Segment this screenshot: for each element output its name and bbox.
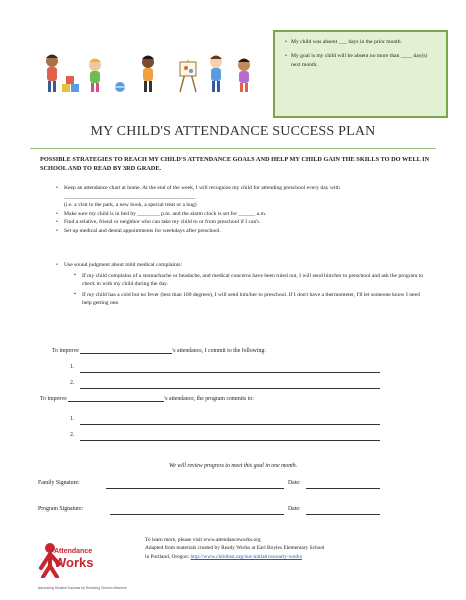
- learn-more-line-1: To learn more, please visit www.attendanceworks.org: [145, 537, 261, 543]
- child-name-blank[interactable]: [68, 401, 164, 402]
- program-commitment-blank-1[interactable]: [80, 424, 380, 425]
- toy-blocks: [62, 76, 79, 92]
- judgement-item: ▪ If my child has a cold but no fever (less than 100 degrees), I will send him/her to preschool. If I don't have a thermometer, I'll let someone know I need help getting one.: [74, 291, 426, 308]
- program-signature-blank[interactable]: [110, 514, 284, 515]
- judgement-item: ▪ If my child complains of a stomachache or headache, and medical concerns have been ruled out, I will send him/her to preschool and ask the program to check in with my child during the day.: [74, 272, 426, 289]
- logo-line-2: Works: [54, 555, 94, 570]
- family-signature-label: Family Signature:: [38, 480, 80, 486]
- children-illustration: [40, 48, 262, 96]
- child-figure-2: [89, 59, 101, 93]
- strategy-item: • Keep an attendance chart at home. At the end of the week, I will recognize my child for attending preschool every day with _______________________________________________: [56, 184, 426, 201]
- learn-more-line-2: Adapted from materials created by Ready Works at Earl Boyles Elementary School: [145, 545, 325, 552]
- goal-box: [273, 30, 448, 118]
- title-divider: [30, 148, 436, 149]
- family-commitment-blank-1[interactable]: [80, 372, 380, 373]
- child-figure-1: [46, 55, 58, 93]
- child-figure-3: [142, 56, 154, 93]
- program-commitment-prefix: To improve: [40, 396, 67, 402]
- family-date-blank[interactable]: [306, 488, 380, 489]
- goal-absent-prior: • My child was absent ___ days in the prior month.: [285, 38, 438, 47]
- family-signature-blank[interactable]: [106, 488, 284, 489]
- family-commitment-suffix: 's attendance, I commit to the following:: [172, 348, 266, 354]
- family-date-label: Date:: [288, 480, 301, 486]
- strategy-list: [56, 184, 426, 236]
- page-title: MY CHILD'S ATTENDANCE SUCCESS PLAN: [90, 124, 376, 139]
- learn-more-line-3: [145, 553, 445, 561]
- judgement-intro: • Use sound judgment about mild medical complaints:: [56, 261, 426, 270]
- family-commitment-blank-2[interactable]: [80, 388, 380, 389]
- strategy-item: • Make sure my child is in bed by ________ p.m. and the alarm clock is set for ______ a.m.: [56, 210, 426, 219]
- learn-more-location: in Portland, Oregon:: [145, 553, 190, 560]
- family-commitment-prefix: To improve: [52, 348, 79, 354]
- child-name-blank[interactable]: [80, 353, 172, 354]
- review-note: We will review progress to meet this goal in one month.: [168, 463, 298, 469]
- program-commitment-number: 1.: [70, 416, 75, 422]
- logo-line-1: Attendance: [54, 548, 93, 555]
- program-commitment-suffix: 's attendance, the program commits to:: [164, 396, 254, 402]
- logo-text: [54, 546, 94, 568]
- strategy-note: (i.e. a visit to the park, a new book, a special treat or a hug): [64, 202, 197, 209]
- child-figure-5: [238, 59, 250, 93]
- strategies-heading: POSSIBLE STRATEGIES TO REACH MY CHILD'S ATTENDANCE GOALS AND HELP MY CHILD GAIN THE SKILLS TO DO WELL IN SCHOOL AND TO READ BY 3RD GRADE.: [40, 156, 430, 172]
- strategy-item: • Find a relative, friend or neighbor who can take my child to or from preschool if I can't.: [56, 218, 426, 227]
- family-commitment-number: 2.: [70, 380, 75, 386]
- logo-tagline: Advancing Student Success by Reducing Chronic Absence: [38, 586, 127, 590]
- goal-absent-next: • My goal is my child will be absent no more than ____ day(s) next month.: [285, 52, 438, 70]
- program-commitment-blank-2[interactable]: [80, 440, 380, 441]
- toy-ball: [115, 82, 125, 92]
- program-commitment-number: 2.: [70, 432, 75, 438]
- program-date-blank[interactable]: [306, 514, 380, 515]
- program-signature-label: Program Signature:: [38, 506, 84, 512]
- program-commitment-line: [40, 396, 254, 402]
- early-works-link[interactable]: http://www.childinst.org/our-initiatives/early-works: [190, 553, 302, 560]
- strategy-item: • Set up medical and dental appointments for weekdays after preschool.: [56, 227, 426, 236]
- easel: [180, 62, 196, 92]
- child-figure-4: [210, 56, 222, 93]
- family-commitment-number: 1.: [70, 364, 75, 370]
- attendance-works-logo: [38, 534, 127, 594]
- medical-judgement: [56, 261, 426, 310]
- learn-more: [145, 536, 445, 561]
- judgement-list: [74, 272, 426, 308]
- family-commitment-line: [52, 348, 266, 354]
- program-date-label: Date:: [288, 506, 301, 512]
